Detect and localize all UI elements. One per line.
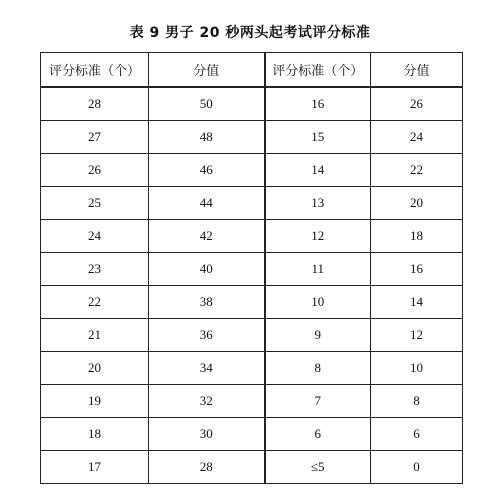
cell-score-left: 44 [149, 187, 265, 220]
cell-standard-left: 24 [41, 220, 149, 253]
table-row [41, 385, 463, 418]
cell-score-right: 16 [371, 253, 463, 286]
cell-standard-right: 13 [265, 187, 371, 220]
cell-score-right: 10 [371, 352, 463, 385]
cell-score-right: 18 [371, 220, 463, 253]
cell-score-left: 50 [149, 87, 265, 121]
cell-score-left: 40 [149, 253, 265, 286]
cell-score-right: 24 [371, 121, 463, 154]
header-standard-right: 评分标准（个） [265, 53, 371, 88]
cell-score-right: 20 [371, 187, 463, 220]
cell-standard-left: 23 [41, 253, 149, 286]
table-row [41, 451, 463, 484]
cell-score-right: 12 [371, 319, 463, 352]
cell-standard-right: 11 [265, 253, 371, 286]
table-row [41, 220, 463, 253]
header-score-left: 分值 [149, 53, 265, 88]
table-title: 表 9 男子 20 秒两头起考试评分标准 [129, 25, 371, 41]
cell-standard-left: 25 [41, 187, 149, 220]
cell-score-right: 26 [371, 87, 463, 121]
cell-score-left: 46 [149, 154, 265, 187]
table-row [41, 352, 463, 385]
table-row [41, 187, 463, 220]
cell-standard-left: 18 [41, 418, 149, 451]
cell-standard-right: 14 [265, 154, 371, 187]
table-row [41, 286, 463, 319]
header-standard-left: 评分标准（个） [41, 53, 149, 88]
cell-standard-left: 28 [41, 87, 149, 121]
cell-standard-right: ≤5 [265, 451, 371, 484]
table-row [41, 121, 463, 154]
cell-standard-left: 17 [41, 451, 149, 484]
cell-score-left: 48 [149, 121, 265, 154]
cell-standard-right: 8 [265, 352, 371, 385]
cell-standard-right: 9 [265, 319, 371, 352]
cell-standard-left: 21 [41, 319, 149, 352]
cell-standard-left: 27 [41, 121, 149, 154]
cell-score-left: 28 [149, 451, 265, 484]
cell-score-right: 6 [371, 418, 463, 451]
cell-standard-right: 15 [265, 121, 371, 154]
table-row [41, 253, 463, 286]
cell-score-left: 36 [149, 319, 265, 352]
header-row [41, 53, 463, 88]
score-standard-table [40, 52, 463, 484]
table-row [41, 418, 463, 451]
cell-standard-right: 16 [265, 87, 371, 121]
cell-standard-right: 12 [265, 220, 371, 253]
cell-score-left: 30 [149, 418, 265, 451]
cell-standard-left: 20 [41, 352, 149, 385]
cell-score-left: 42 [149, 220, 265, 253]
cell-standard-right: 10 [265, 286, 371, 319]
cell-score-right: 22 [371, 154, 463, 187]
cell-standard-left: 26 [41, 154, 149, 187]
cell-standard-right: 7 [265, 385, 371, 418]
cell-score-left: 34 [149, 352, 265, 385]
header-score-right: 分值 [371, 53, 463, 88]
cell-score-right: 14 [371, 286, 463, 319]
table-row [41, 319, 463, 352]
cell-score-left: 32 [149, 385, 265, 418]
table-row [41, 154, 463, 187]
cell-standard-left: 19 [41, 385, 149, 418]
table-row [41, 87, 463, 121]
cell-score-right: 8 [371, 385, 463, 418]
cell-standard-left: 22 [41, 286, 149, 319]
cell-standard-right: 6 [265, 418, 371, 451]
cell-score-right: 0 [371, 451, 463, 484]
cell-score-left: 38 [149, 286, 265, 319]
